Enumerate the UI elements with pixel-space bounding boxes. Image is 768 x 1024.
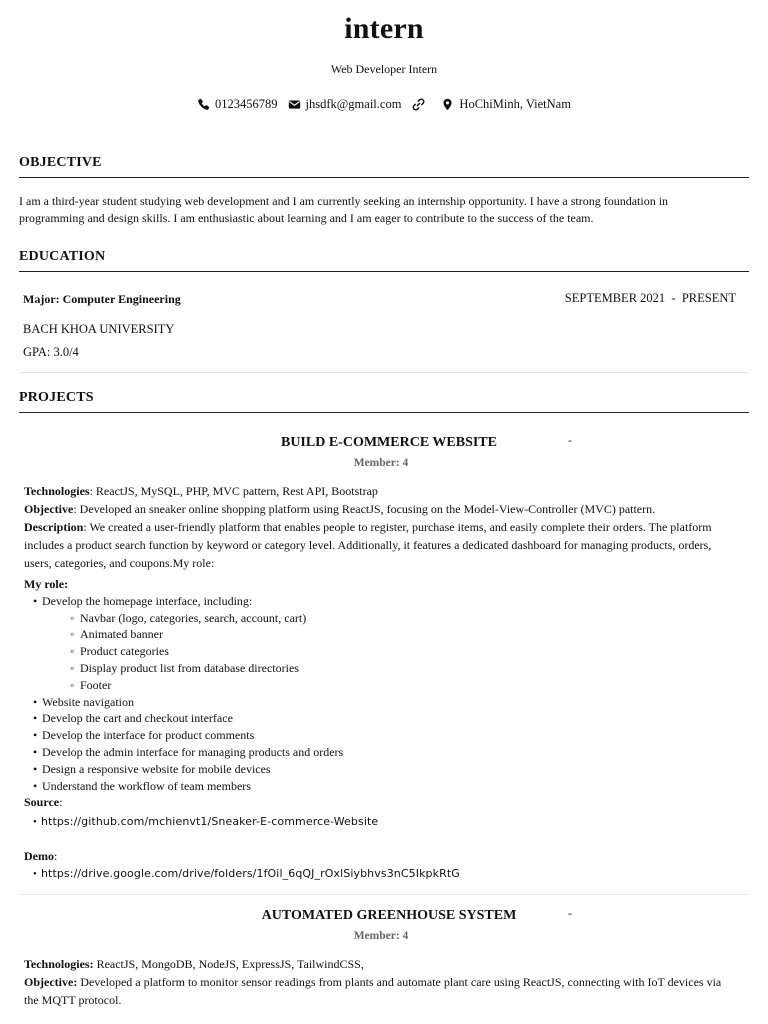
envelope-icon xyxy=(288,98,301,111)
description-label: Description xyxy=(24,520,84,534)
phone-text: 0123456789 xyxy=(215,97,278,111)
source-link[interactable]: https://github.com/mchienvt1/Sneaker-E-commerce-Website xyxy=(40,815,379,828)
source-label: Source xyxy=(24,795,60,810)
list-item: ◦ Footer xyxy=(24,677,736,694)
location-text: HoChiMinh, VietNam xyxy=(459,97,571,111)
project-date-separator: - xyxy=(568,906,572,920)
objective-value: : Developed an sneaker online shopping platform using ReactJS, focusing on the Model-View-Controller (MVC) pattern. xyxy=(73,502,656,516)
project-technologies xyxy=(24,955,736,973)
list-item: • Website navigation xyxy=(24,694,736,711)
projects-heading: PROJECTS xyxy=(19,390,94,405)
technologies-value: : ReactJS, MySQL, PHP, MVC pattern, Rest API, Bootstrap xyxy=(89,484,378,498)
project-end-divider xyxy=(19,894,749,895)
list-item: ◦ Navbar (logo, categories, search, account, cart) xyxy=(24,610,736,627)
demo-colon: : xyxy=(54,849,58,863)
link-icon[interactable] xyxy=(411,97,426,112)
map-pin-icon xyxy=(441,98,454,111)
list-item: • Develop the admin interface for managing products and orders xyxy=(24,744,736,761)
contact-bar xyxy=(0,97,768,112)
project-member: Member: 4 xyxy=(353,930,409,942)
demo-label: Demo xyxy=(24,849,54,863)
candidate-role: Web Developer Intern xyxy=(330,62,438,76)
bullet-icon: • xyxy=(33,868,37,880)
source-label-line xyxy=(24,794,736,811)
list-item: • Develop the cart and checkout interface xyxy=(24,710,736,727)
education-school: BACH KHOA UNIVERSITY xyxy=(23,322,175,336)
project-details xyxy=(24,955,736,1009)
project-title: AUTOMATED GREENHOUSE SYSTEM xyxy=(261,908,517,923)
project-technologies xyxy=(24,482,736,500)
list-item: • Develop the homepage interface, including: xyxy=(24,593,736,610)
candidate-name: intern xyxy=(344,12,424,45)
role-label: My role: xyxy=(24,577,69,591)
project-details xyxy=(24,482,736,572)
education-major: Major: Computer Engineering xyxy=(23,292,181,306)
demo-label-line xyxy=(24,849,57,864)
list-item: ◦ Display product list from database directories xyxy=(24,660,736,677)
list-item: • Understand the workflow of team members xyxy=(24,778,736,795)
project-date-separator: - xyxy=(568,433,572,447)
education-heading: EDUCATION xyxy=(19,249,106,264)
project-title: BUILD E-COMMERCE WEBSITE xyxy=(280,435,497,450)
projects-divider xyxy=(19,412,749,413)
objective-label: Objective: xyxy=(24,975,78,989)
role-list-continued xyxy=(24,694,736,795)
objective-heading: OBJECTIVE xyxy=(19,155,102,170)
education-gpa: GPA: 3.0/4 xyxy=(23,345,79,359)
objective-label: Objective xyxy=(24,502,74,516)
project-member: Member: 4 xyxy=(353,457,409,469)
project-objective xyxy=(24,500,736,518)
demo-link[interactable]: https://drive.google.com/drive/folders/1fOil_6qQJ_rOxlSiybhvs3nC5IkpkRtG xyxy=(40,867,460,880)
phone-icon xyxy=(197,98,210,111)
contact-phone xyxy=(197,97,278,112)
education-end-divider xyxy=(19,372,749,373)
technologies-value: ReactJS, MongoDB, NodeJS, ExpressJS, TailwindCSS, xyxy=(93,957,364,971)
education-period: SEPTEMBER 2021 - PRESENT xyxy=(564,291,736,305)
source-colon: : xyxy=(59,795,63,810)
education-divider xyxy=(19,271,749,272)
technologies-label: Technologies: xyxy=(24,957,94,971)
technologies-label: Technologies xyxy=(24,484,90,498)
project-description xyxy=(24,518,736,572)
description-value: : We created a user-friendly platform that enables people to register, purchase items, and easily complete their orders. The platform includes a product search function by keyword or category level. Additionally, it features a dedicated dashboard for managing products, orders, users, categories, and coupons.My role: xyxy=(24,520,712,570)
contact-link[interactable] xyxy=(411,97,431,112)
list-item: ◦ Animated banner xyxy=(24,626,736,643)
bullet-icon: • xyxy=(33,816,37,828)
objective-divider xyxy=(19,177,749,178)
list-item: ◦ Product categories xyxy=(24,643,736,660)
objective-value: Developed a platform to monitor sensor readings from plants and automate plant care using ReactJS, connecting with IoT devices via the MQTT protocol. xyxy=(24,975,722,1007)
objective-text: I am a third-year student studying web development and I am currently seeking an internship opportunity. I have a strong foundation in programming and design skills. I am enthusiastic about learning and I am eager to contribute to the success of the team. xyxy=(19,194,669,225)
email-text[interactable]: jhsdfk@gmail.com xyxy=(305,97,402,111)
homepage-parts-list xyxy=(24,610,736,694)
list-item: • Develop the interface for product comments xyxy=(24,727,736,744)
project-role xyxy=(24,576,736,811)
demo-link-line[interactable] xyxy=(33,867,460,880)
contact-email[interactable] xyxy=(288,97,402,112)
source-link-line[interactable] xyxy=(33,815,378,828)
role-list xyxy=(24,593,736,610)
contact-location xyxy=(441,97,571,112)
list-item: • Design a responsive website for mobile devices xyxy=(24,761,736,778)
project-objective xyxy=(24,973,736,1009)
